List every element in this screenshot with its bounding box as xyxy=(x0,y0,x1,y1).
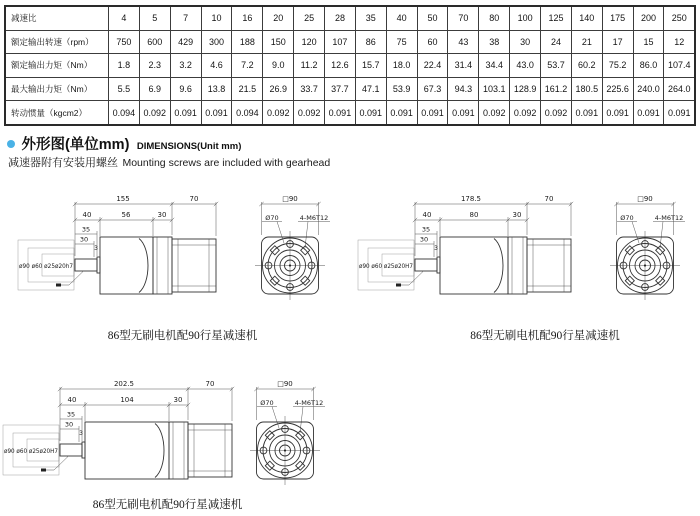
drawing-1-face-view xyxy=(255,195,330,300)
dim-diameters: ø90 ø60 ø25ø20h7 xyxy=(19,264,74,270)
table-cell: 1.8 xyxy=(109,54,140,78)
table-cell: 0.091 xyxy=(633,101,664,125)
spec-table-body xyxy=(5,6,695,125)
table-cell: 9.6 xyxy=(170,77,201,101)
drawing-2-caption: 86型无刷电机配90行星减速机 xyxy=(470,330,620,342)
dim-step: 3 xyxy=(79,430,83,437)
dim-square: □90 xyxy=(637,195,653,203)
table-row xyxy=(5,54,695,78)
table-cell: 26.9 xyxy=(263,77,294,101)
table-cell: 0.092 xyxy=(510,101,541,125)
section-subtitle-zh: 减速器附有安装用螺丝 xyxy=(8,157,118,169)
table-row xyxy=(5,77,695,101)
dim-square: □90 xyxy=(277,380,293,388)
dim-body: 56 xyxy=(121,211,131,219)
dim-diameters: ø90 ø60 ø25ø20H7 xyxy=(359,264,414,270)
bullet-icon xyxy=(7,140,15,148)
table-cell: 750 xyxy=(109,30,140,54)
table-cell: 5 xyxy=(139,6,170,30)
dim-plate: 30 xyxy=(173,396,183,404)
table-cell: 47.1 xyxy=(355,77,386,101)
table-cell: 107.4 xyxy=(664,54,695,78)
table-cell: 4 xyxy=(109,6,140,30)
table-cell: 600 xyxy=(139,30,170,54)
table-cell: 12 xyxy=(664,30,695,54)
table-cell: 21 xyxy=(571,30,602,54)
spec-table xyxy=(4,5,696,126)
table-cell: 150 xyxy=(263,30,294,54)
table-cell: 0.092 xyxy=(294,101,325,125)
table-cell: 0.091 xyxy=(448,101,479,125)
table-cell: 300 xyxy=(201,30,232,54)
table-cell: 30 xyxy=(510,30,541,54)
table-cell: 43 xyxy=(448,30,479,54)
table-cell: 0.091 xyxy=(355,101,386,125)
table-cell: 11.2 xyxy=(294,54,325,78)
table-cell: 0.092 xyxy=(479,101,510,125)
table-cell: 225.6 xyxy=(602,77,633,101)
dimensions-section-header xyxy=(7,133,241,154)
table-cell: 60 xyxy=(417,30,448,54)
drawing-3-canvas xyxy=(0,375,335,510)
drawing-3-side-view xyxy=(3,380,234,479)
table-cell: 4.6 xyxy=(201,54,232,78)
dim-screws: 4-M6T12 xyxy=(294,399,324,407)
table-cell: 40 xyxy=(386,6,417,30)
dim-pilot: Ø70 xyxy=(260,399,274,407)
drawing-1 xyxy=(15,190,350,330)
table-cell: 0.094 xyxy=(109,101,140,125)
table-cell: 22.4 xyxy=(417,54,448,78)
dim-pilot: Ø70 xyxy=(620,214,634,222)
dim-pilot: Ø70 xyxy=(265,214,279,222)
table-cell: 120 xyxy=(294,30,325,54)
section-subtitle-en: Mounting screws are included with gearhead xyxy=(122,157,331,169)
table-cell: 107 xyxy=(325,30,356,54)
table-cell: 6.9 xyxy=(139,77,170,101)
table-cell: 75 xyxy=(386,30,417,54)
table-cell: 80 xyxy=(479,6,510,30)
table-cell: 0.091 xyxy=(664,101,695,125)
dim-shaft-len: 35 xyxy=(66,410,76,419)
table-cell: 13.8 xyxy=(201,77,232,101)
table-cell: 60.2 xyxy=(571,54,602,78)
table-cell: 38 xyxy=(479,30,510,54)
table-cell: 15.7 xyxy=(355,54,386,78)
dim-motor: 70 xyxy=(189,195,199,203)
table-cell: 103.1 xyxy=(479,77,510,101)
table-cell: 21.5 xyxy=(232,77,263,101)
table-row xyxy=(5,6,695,30)
table-cell: 35 xyxy=(355,6,386,30)
table-cell: 0.091 xyxy=(571,101,602,125)
table-cell: 0.092 xyxy=(541,101,572,125)
table-cell: 12.6 xyxy=(325,54,356,78)
table-cell: 31.4 xyxy=(448,54,479,78)
table-cell: 264.0 xyxy=(664,77,695,101)
drawing-1-canvas xyxy=(15,190,350,325)
table-cell: 0.094 xyxy=(232,101,263,125)
drawing-2-canvas xyxy=(355,190,695,325)
section-title-en: DIMENSIONS(Unit mm) xyxy=(136,141,242,152)
table-cell: 0.092 xyxy=(139,101,170,125)
dim-screws: 4-M6T12 xyxy=(654,214,684,222)
table-cell: 7.2 xyxy=(232,54,263,78)
table-cell: 67.3 xyxy=(417,77,448,101)
table-cell: 86 xyxy=(355,30,386,54)
table-cell: 128.9 xyxy=(510,77,541,101)
row-label: 转动惯量（kgcm2） xyxy=(5,101,109,125)
table-cell: 25 xyxy=(294,6,325,30)
table-cell: 16 xyxy=(232,6,263,30)
table-cell: 0.091 xyxy=(602,101,633,125)
dim-motor: 70 xyxy=(205,380,215,388)
row-label: 额定输出力矩（Nm） xyxy=(5,54,109,78)
dim-shaft-usable: 30 xyxy=(419,235,429,244)
table-cell: 0.091 xyxy=(325,101,356,125)
table-cell: 100 xyxy=(510,6,541,30)
dim-shaft-usable: 30 xyxy=(64,420,74,429)
section-title-zh: 外形图(单位mm) xyxy=(21,137,130,153)
dim-body: 80 xyxy=(469,211,479,219)
table-cell: 161.2 xyxy=(541,77,572,101)
table-cell: 429 xyxy=(170,30,201,54)
drawing-1-caption: 86型无刷电机配90行星减速机 xyxy=(107,330,258,342)
dimensions-section-subtitle xyxy=(8,153,330,171)
table-cell: 180.5 xyxy=(571,77,602,101)
table-cell: 43.0 xyxy=(510,54,541,78)
table-cell: 188 xyxy=(232,30,263,54)
table-cell: 140 xyxy=(571,6,602,30)
drawing-3 xyxy=(0,375,335,515)
table-cell: 53.9 xyxy=(386,77,417,101)
table-cell: 37.7 xyxy=(325,77,356,101)
dim-overall: 155 xyxy=(116,195,130,203)
dim-plate: 30 xyxy=(157,211,167,219)
dim-diameters: ø90 ø60 ø25ø20H7 xyxy=(4,449,59,455)
dim-overall: 178.5 xyxy=(460,195,482,203)
table-row xyxy=(5,30,695,54)
table-cell: 0.091 xyxy=(201,101,232,125)
dim-motor: 70 xyxy=(544,195,554,203)
drawing-2 xyxy=(355,190,695,330)
dim-step: 3 xyxy=(434,245,438,252)
dim-step: 3 xyxy=(94,245,98,252)
dim-plate: 30 xyxy=(512,211,522,219)
table-cell: 18.0 xyxy=(386,54,417,78)
table-cell: 250 xyxy=(664,6,695,30)
row-label: 减速比 xyxy=(5,6,109,30)
table-cell: 240.0 xyxy=(633,77,664,101)
drawing-2-side-view xyxy=(358,195,573,294)
table-row xyxy=(5,101,695,125)
dim-shaft-len: 35 xyxy=(81,225,91,234)
table-cell: 2.3 xyxy=(139,54,170,78)
table-cell: 3.2 xyxy=(170,54,201,78)
table-cell: 9.0 xyxy=(263,54,294,78)
dim-front: 40 xyxy=(422,211,432,219)
table-cell: 94.3 xyxy=(448,77,479,101)
table-cell: 86.0 xyxy=(633,54,664,78)
table-cell: 24 xyxy=(541,30,572,54)
table-cell: 0.092 xyxy=(263,101,294,125)
table-cell: 5.5 xyxy=(109,77,140,101)
table-cell: 70 xyxy=(448,6,479,30)
table-cell: 34.4 xyxy=(479,54,510,78)
table-cell: 75.2 xyxy=(602,54,633,78)
table-cell: 0.091 xyxy=(170,101,201,125)
dim-front: 40 xyxy=(82,211,92,219)
row-label: 最大输出力矩（Nm） xyxy=(5,77,109,101)
dim-square: □90 xyxy=(282,195,298,203)
row-label: 额定输出转速（rpm） xyxy=(5,30,109,54)
table-cell: 10 xyxy=(201,6,232,30)
dim-overall: 202.5 xyxy=(113,380,135,388)
drawing-2-face-view xyxy=(610,195,685,300)
table-cell: 200 xyxy=(633,6,664,30)
dim-body: 104 xyxy=(120,396,134,404)
table-cell: 17 xyxy=(602,30,633,54)
drawing-3-face-view xyxy=(250,380,325,485)
dim-front: 40 xyxy=(67,396,77,404)
table-cell: 7 xyxy=(170,6,201,30)
table-cell: 125 xyxy=(541,6,572,30)
table-cell: 0.091 xyxy=(386,101,417,125)
table-cell: 53.7 xyxy=(541,54,572,78)
table-cell: 175 xyxy=(602,6,633,30)
table-cell: 0.091 xyxy=(417,101,448,125)
table-cell: 15 xyxy=(633,30,664,54)
table-cell: 33.7 xyxy=(294,77,325,101)
table-cell: 50 xyxy=(417,6,448,30)
table-cell: 28 xyxy=(325,6,356,30)
drawing-3-caption: 86型无刷电机配90行星减速机 xyxy=(92,499,243,511)
dim-shaft-usable: 30 xyxy=(79,235,89,244)
drawing-1-side-view xyxy=(18,195,218,294)
table-cell: 20 xyxy=(263,6,294,30)
dim-screws: 4-M6T12 xyxy=(299,214,329,222)
dim-shaft-len: 35 xyxy=(421,225,431,234)
